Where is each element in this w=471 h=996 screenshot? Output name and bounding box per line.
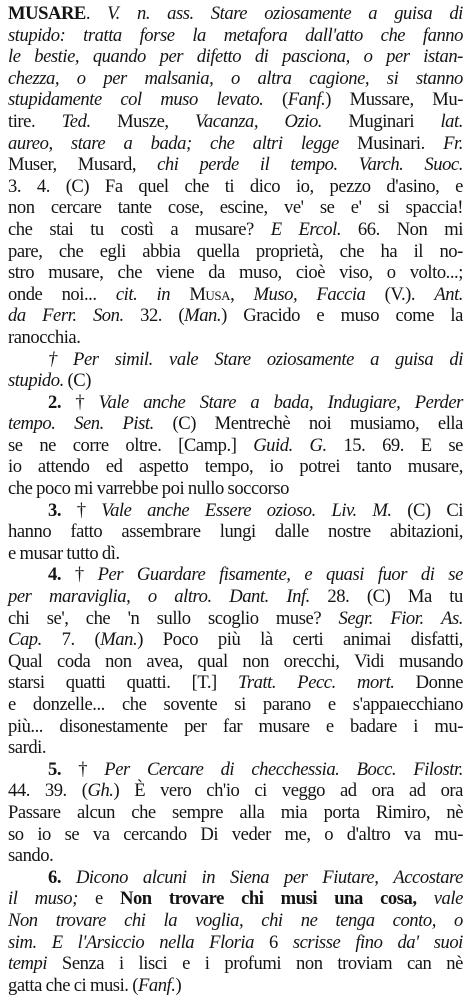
entry-text-line: sando. <box>8 845 54 867</box>
entry-text-line: starsi quatti quatti. [T.] Tratt. Pecc. mort. Donne <box>8 672 463 694</box>
entry-text-line: per maraviglia, o altro. Dant. Inf. 28. (C) Ma tu <box>8 586 463 608</box>
entry-text-line: hanno fatto assembrare lungi dalle nostre abitazioni, <box>8 521 463 543</box>
entry-text-line: gatta che ci musi. (Fanf.) <box>8 974 182 996</box>
entry-text-line: onde noi... cit. in Musa, Muso, Faccia (V.). Ant. <box>8 283 463 305</box>
entry-text-line: Muser, Musard, chi perde il tempo. Varch. Suoc. <box>8 154 463 176</box>
entry-text-line: stupidamente col muso levato. (Fanf.) Mussare, Mu- <box>8 89 463 111</box>
entry-text-line: le bestie, quando per difetto di pasciona, o per istan- <box>8 46 463 68</box>
entry-text-line: tempo. Sen. Pist. (C) Mentrechè noi musiamo, ella <box>8 413 463 435</box>
entry-text-line: Non trovare chi la voglia, chi ne tenga conto, o <box>8 909 463 931</box>
entry-text-line: stupido. (C) <box>8 370 91 392</box>
entry-text-line: più... disonestamente per far musare e badare i mu- <box>8 715 463 737</box>
entry-text-line: stro musare, che viene da muso, cioè viso, o volto...; <box>8 262 463 284</box>
entry-text-line: MUSARE. V. n. ass. Stare oziosamente a guisa di <box>8 3 463 24</box>
entry-text-line: il muso; e Non trovare chi musi una cosa, vale <box>8 888 463 910</box>
entry-text-line: 3. 4. (C) Fa quel che ti dico io, pezzo d'asino, e <box>8 175 463 197</box>
entry-text-line: pare, che egli abbia quella proprietà, che ha il no- <box>8 240 463 262</box>
entry-text-line: ranocchia. <box>8 326 81 348</box>
entry-text-line: tempi Senza i lisci e i profumi non troviam can nè <box>8 953 463 975</box>
entry-text-line: 2. † Vale anche Stare a bada, Indugiare, Perder <box>48 391 463 413</box>
entry-text-line: Qual coda non avea, qual non orecchi, Vidi musando <box>8 650 463 672</box>
entry-text-line: che poco mi varrebbe poi nullo soccorso <box>8 478 289 500</box>
entry-text-line: tire. Ted. Musze, Vacanza, Ozio. Muginari lat. <box>8 110 463 132</box>
entry-text-line: chezza, o per malsania, o altra cagione, si stanno <box>8 67 463 89</box>
entry-text-line: che stai tu costì a musare? E Ercol. 66. Non mi <box>8 218 463 240</box>
entry-text-line: 6. Dicono alcuni in Siena per Fiutare, Accostare <box>48 866 463 888</box>
entry-text-line: 5. † Per Cercare di checchessia. Bocc. Filostr. <box>48 758 463 780</box>
dictionary-entry-musare <box>8 3 463 996</box>
entry-text-line: stupido: tratta forse la metafora dall'atto che fanno <box>8 24 463 46</box>
entry-text-line: da Ferr. Son. 32. (Man.) Gracido e muso come la <box>8 305 463 327</box>
entry-text-line: aureo, stare a bada; che altri legge Musinari. Fr. <box>8 132 463 154</box>
entry-text-line: Passare alcun che sempre alla mia porta Rimiro, nè <box>8 801 463 823</box>
entry-text-line: so io se va cercando Di veder me, o d'altro va mu- <box>8 823 463 845</box>
entry-text-line: chi se', che 'n sullo scoglio muse? Segr. Fior. As. <box>8 607 463 629</box>
entry-text-line: io attendo ed aspetto tempo, io potrei tanto musare, <box>8 456 463 478</box>
entry-text-line: se ne corre oltre. [Camp.] Guid. G. 15. 69. E se <box>8 434 463 456</box>
entry-text-line: sardi. <box>8 737 47 759</box>
entry-text-line: 3. † Vale anche Essere ozioso. Liv. M. (C) Ci <box>48 499 463 521</box>
entry-text-line: non cercare tante cose, escine, ve' se e' si spaccia! <box>8 197 463 219</box>
entry-text-line: † Per simil. vale Stare oziosamente a guisa di <box>48 348 463 370</box>
entry-text-line: 4. † Per Guardare fisamente, e quasi fuor di se <box>48 564 463 586</box>
entry-text-line: sim. E l'Arsiccio nella Floria 6 scrisse fino da' suoi <box>8 931 463 953</box>
entry-text-line: e donzelle... che sovente si parano e s'appaıecchiano <box>8 694 463 715</box>
entry-text-line: e musar tutto dì. <box>8 542 120 564</box>
entry-text-line: 44. 39. (Gh.) È vero ch'io ci veggo ad ora ad ora <box>8 780 463 802</box>
entry-text-line: Cap. 7. (Man.) Poco più là certi animai disfatti, <box>8 629 463 651</box>
